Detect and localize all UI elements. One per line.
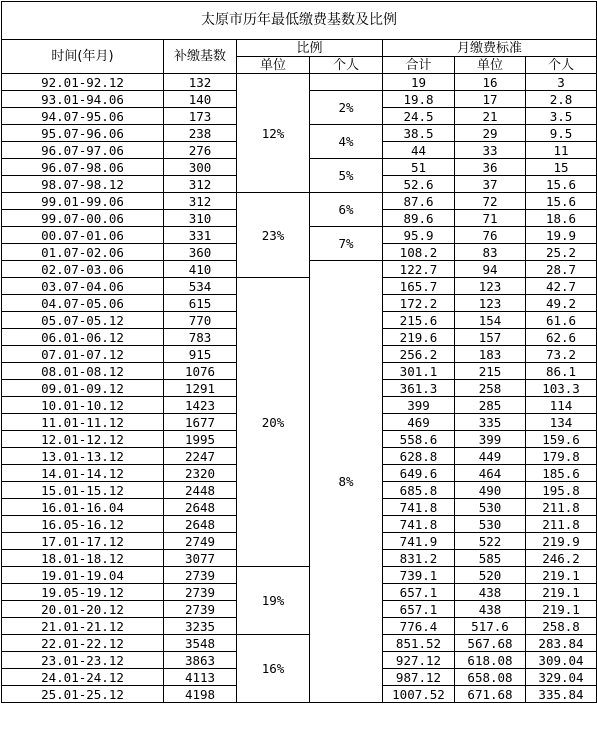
cell-total: 215.6 [383,312,455,329]
cell-base: 1423 [164,397,237,414]
cell-personal: 19.9 [526,227,597,244]
cell-personal: 211.8 [526,499,597,516]
cell-period: 98.07-98.12 [2,176,164,193]
cell-personal: 219.1 [526,601,597,618]
cell-personal: 114 [526,397,597,414]
header-period: 时间(年月) [2,40,164,74]
cell-base: 4113 [164,669,237,686]
cell-total: 122.7 [383,261,455,278]
title-row [2,2,597,40]
cell-total: 776.4 [383,618,455,635]
cell-period: 12.01-12.12 [2,431,164,448]
cell-unit: 530 [455,516,526,533]
cell-period: 09.01-09.12 [2,380,164,397]
cell-unit: 520 [455,567,526,584]
cell-unit: 671.68 [455,686,526,703]
cell-period: 18.01-18.12 [2,550,164,567]
cell-period: 93.01-94.06 [2,91,164,108]
table-body [2,2,597,703]
header-ratio-unit: 单位 [237,57,310,74]
cell-unit: 157 [455,329,526,346]
cell-base: 2448 [164,482,237,499]
table-row [2,635,597,652]
cell-unit: 183 [455,346,526,363]
cell-base: 3077 [164,550,237,567]
cell-period: 08.01-08.12 [2,363,164,380]
cell-period: 16.01-16.04 [2,499,164,516]
cell-base: 1995 [164,431,237,448]
table-row [2,193,597,210]
cell-unit: 285 [455,397,526,414]
cell-personal: 28.7 [526,261,597,278]
cell-base: 360 [164,244,237,261]
cell-period: 17.01-17.12 [2,533,164,550]
cell-personal: 25.2 [526,244,597,261]
header-monthly-unit: 单位 [455,57,526,74]
cell-base: 132 [164,74,237,91]
cell-period: 95.07-96.06 [2,125,164,142]
cell-total: 19 [383,74,455,91]
header-row-1 [2,40,597,57]
cell-period: 99.07-00.06 [2,210,164,227]
cell-personal: 195.8 [526,482,597,499]
cell-unit: 83 [455,244,526,261]
cell-base: 331 [164,227,237,244]
cell-unit: 17 [455,91,526,108]
cell-personal-ratio: 2% [310,91,383,125]
cell-period: 16.05-16.12 [2,516,164,533]
cell-base: 2739 [164,584,237,601]
cell-personal: 3.5 [526,108,597,125]
cell-unit: 76 [455,227,526,244]
cell-unit: 29 [455,125,526,142]
cell-unit: 258 [455,380,526,397]
cell-personal-ratio [310,74,383,91]
cell-total: 741.8 [383,499,455,516]
cell-total: 52.6 [383,176,455,193]
cell-total: 628.8 [383,448,455,465]
cell-unit: 517.6 [455,618,526,635]
cell-period: 94.07-95.06 [2,108,164,125]
cell-base: 3548 [164,635,237,652]
cell-period: 19.05-19.12 [2,584,164,601]
cell-total: 95.9 [383,227,455,244]
cell-personal: 86.1 [526,363,597,380]
header-base: 补缴基数 [164,40,237,74]
cell-total: 649.6 [383,465,455,482]
header-monthly-personal: 个人 [526,57,597,74]
cell-total: 851.52 [383,635,455,652]
cell-total: 172.2 [383,295,455,312]
cell-personal: 246.2 [526,550,597,567]
cell-base: 2739 [164,567,237,584]
cell-unit: 438 [455,584,526,601]
cell-total: 741.8 [383,516,455,533]
cell-unit: 21 [455,108,526,125]
cell-base: 2648 [164,499,237,516]
table-row [2,567,597,584]
cell-unit: 71 [455,210,526,227]
cell-period: 10.01-10.12 [2,397,164,414]
cell-base: 534 [164,278,237,295]
cell-personal: 185.6 [526,465,597,482]
cell-base: 312 [164,193,237,210]
cell-personal: 258.8 [526,618,597,635]
cell-unit: 94 [455,261,526,278]
cell-period: 19.01-19.04 [2,567,164,584]
cell-unit: 530 [455,499,526,516]
cell-period: 99.01-99.06 [2,193,164,210]
cell-total: 165.7 [383,278,455,295]
cell-total: 256.2 [383,346,455,363]
cell-base: 4198 [164,686,237,703]
cell-personal-ratio: 7% [310,227,383,261]
cell-total: 685.8 [383,482,455,499]
cell-period: 23.01-23.12 [2,652,164,669]
cell-base: 140 [164,91,237,108]
cell-personal: 211.8 [526,516,597,533]
cell-period: 96.07-98.06 [2,159,164,176]
cell-base: 1076 [164,363,237,380]
cell-unit: 33 [455,142,526,159]
cell-total: 89.6 [383,210,455,227]
cell-period: 15.01-15.12 [2,482,164,499]
cell-personal: 134 [526,414,597,431]
cell-total: 87.6 [383,193,455,210]
cell-unit: 618.08 [455,652,526,669]
contribution-table [1,1,597,703]
cell-period: 21.01-21.12 [2,618,164,635]
cell-base: 1291 [164,380,237,397]
cell-total: 219.6 [383,329,455,346]
cell-personal-ratio: 5% [310,159,383,193]
cell-period: 02.07-03.06 [2,261,164,278]
cell-total: 38.5 [383,125,455,142]
cell-total: 987.12 [383,669,455,686]
cell-personal: 15 [526,159,597,176]
cell-period: 04.07-05.06 [2,295,164,312]
cell-personal-ratio: 8% [310,261,383,703]
cell-personal: 3 [526,74,597,91]
cell-personal: 219.9 [526,533,597,550]
header-ratio-personal: 个人 [310,57,383,74]
cell-personal: 11 [526,142,597,159]
cell-personal: 335.84 [526,686,597,703]
cell-total: 51 [383,159,455,176]
header-monthly: 月缴费标准 [383,40,597,57]
cell-period: 24.01-24.12 [2,669,164,686]
cell-total: 741.9 [383,533,455,550]
cell-period: 06.01-06.12 [2,329,164,346]
cell-personal: 15.6 [526,176,597,193]
cell-period: 25.01-25.12 [2,686,164,703]
cell-unit: 438 [455,601,526,618]
cell-personal: 283.84 [526,635,597,652]
cell-unit: 522 [455,533,526,550]
cell-base: 1677 [164,414,237,431]
cell-total: 657.1 [383,584,455,601]
cell-total: 831.2 [383,550,455,567]
cell-personal: 309.04 [526,652,597,669]
cell-base: 3235 [164,618,237,635]
cell-total: 44 [383,142,455,159]
cell-unit: 399 [455,431,526,448]
cell-base: 410 [164,261,237,278]
table-title: 太原市历年最低缴费基数及比例 [2,2,597,40]
cell-base: 2247 [164,448,237,465]
cell-base: 2749 [164,533,237,550]
cell-base: 300 [164,159,237,176]
cell-total: 24.5 [383,108,455,125]
cell-total: 361.3 [383,380,455,397]
cell-unit: 37 [455,176,526,193]
cell-total: 739.1 [383,567,455,584]
cell-unit-ratio: 16% [237,635,310,703]
cell-personal: 18.6 [526,210,597,227]
cell-base: 783 [164,329,237,346]
cell-base: 173 [164,108,237,125]
cell-personal-ratio: 4% [310,125,383,159]
cell-unit: 449 [455,448,526,465]
cell-personal: 219.1 [526,584,597,601]
cell-unit-ratio: 19% [237,567,310,635]
cell-total: 657.1 [383,601,455,618]
cell-personal: 159.6 [526,431,597,448]
header-monthly-total: 合计 [383,57,455,74]
cell-personal: 42.7 [526,278,597,295]
table-row [2,278,597,295]
cell-period: 14.01-14.12 [2,465,164,482]
cell-base: 915 [164,346,237,363]
cell-total: 1007.52 [383,686,455,703]
cell-period: 07.01-07.12 [2,346,164,363]
cell-personal: 2.8 [526,91,597,108]
cell-base: 312 [164,176,237,193]
cell-unit-ratio: 12% [237,74,310,193]
cell-personal: 219.1 [526,567,597,584]
cell-personal: 49.2 [526,295,597,312]
cell-total: 927.12 [383,652,455,669]
cell-unit: 490 [455,482,526,499]
cell-base: 238 [164,125,237,142]
cell-unit: 215 [455,363,526,380]
cell-unit: 154 [455,312,526,329]
cell-base: 2648 [164,516,237,533]
cell-period: 00.07-01.06 [2,227,164,244]
cell-unit: 335 [455,414,526,431]
cell-period: 13.01-13.12 [2,448,164,465]
cell-total: 558.6 [383,431,455,448]
table-row [2,74,597,91]
cell-total: 19.8 [383,91,455,108]
cell-base: 3863 [164,652,237,669]
cell-unit: 16 [455,74,526,91]
cell-unit: 658.08 [455,669,526,686]
cell-personal: 15.6 [526,193,597,210]
cell-unit: 72 [455,193,526,210]
cell-unit: 585 [455,550,526,567]
cell-total: 469 [383,414,455,431]
cell-base: 310 [164,210,237,227]
cell-personal: 61.6 [526,312,597,329]
cell-base: 276 [164,142,237,159]
cell-personal: 62.6 [526,329,597,346]
cell-personal: 103.3 [526,380,597,397]
cell-base: 2320 [164,465,237,482]
cell-period: 03.07-04.06 [2,278,164,295]
cell-unit-ratio: 20% [237,278,310,567]
cell-base: 2739 [164,601,237,618]
cell-unit: 123 [455,295,526,312]
cell-period: 20.01-20.12 [2,601,164,618]
cell-personal: 329.04 [526,669,597,686]
cell-personal: 73.2 [526,346,597,363]
cell-period: 05.07-05.12 [2,312,164,329]
cell-personal: 9.5 [526,125,597,142]
cell-personal: 179.8 [526,448,597,465]
cell-period: 01.07-02.06 [2,244,164,261]
cell-unit: 567.68 [455,635,526,652]
cell-base: 615 [164,295,237,312]
header-ratio: 比例 [237,40,383,57]
cell-unit: 464 [455,465,526,482]
cell-personal-ratio: 6% [310,193,383,227]
cell-total: 301.1 [383,363,455,380]
cell-period: 22.01-22.12 [2,635,164,652]
cell-unit-ratio: 23% [237,193,310,278]
cell-total: 399 [383,397,455,414]
cell-period: 11.01-11.12 [2,414,164,431]
cell-total: 108.2 [383,244,455,261]
cell-period: 92.01-92.12 [2,74,164,91]
cell-unit: 123 [455,278,526,295]
cell-period: 96.07-97.06 [2,142,164,159]
cell-base: 770 [164,312,237,329]
cell-unit: 36 [455,159,526,176]
